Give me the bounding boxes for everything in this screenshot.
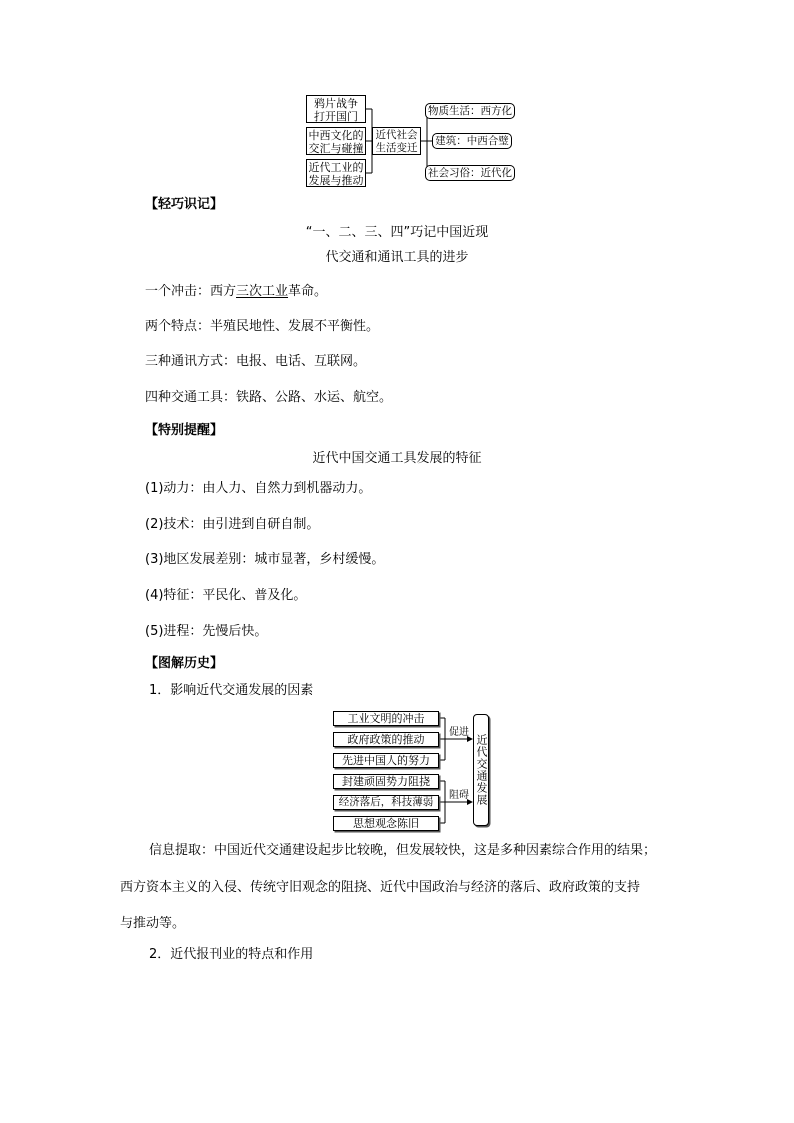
memory-title-line1: “一、二、三、四”巧记中国近现	[305, 225, 489, 240]
reminder-item-5: (5)进程：先慢后快。	[145, 624, 268, 639]
top-left-box-1-text: 鸦片战争 打开国门	[314, 97, 358, 123]
label-promote: 促进	[449, 727, 469, 738]
memory-item-1-suffix: 革命。	[288, 284, 328, 299]
reminder-item-2: (2)技术：由引进到自研自制。	[145, 517, 320, 532]
reminder-title: 近代中国交通工具发展的特征	[312, 451, 482, 466]
factor-box-3	[333, 753, 439, 768]
info-line-1: 信息提取：中国近代交通建设起步比较晚，但发展较快，这是多种因素综合作用的结果；	[149, 843, 657, 858]
factor-box-3-text: 先进中国人的努力	[342, 754, 430, 767]
memory-item-3: 三种通讯方式：电报、电话、互联网。	[145, 354, 367, 369]
factor-box-4-text: 封建顽固势力阻挠	[342, 775, 430, 788]
memory-heading: 【轻巧识记】	[145, 197, 224, 212]
diagram-subheading-2: 2．近代报刊业的特点和作用	[149, 947, 314, 962]
factor-box-1-text: 工业文明的冲击	[347, 712, 425, 725]
factor-box-5-text: 经济落后，科技薄弱	[338, 796, 434, 808]
reminder-item-4: (4)特征：平民化、普及化。	[145, 588, 307, 603]
top-right-box-3-text: 社会习俗：近代化	[428, 167, 512, 179]
memory-item-1-underlined: 三次工业	[236, 284, 289, 299]
memory-item-1-prefix: 一个冲击：西方	[145, 284, 237, 299]
top-center-box-text: 近代社会 生活变迁	[375, 129, 418, 154]
top-right-box-2-text: 建筑：中西合璧	[435, 135, 509, 147]
reminder-item-1: (1)动力：由人力、自然力到机器动力。	[145, 481, 372, 496]
factor-box-4	[333, 774, 439, 789]
memory-item-4: 四种交通工具：铁路、公路、水运、航空。	[145, 390, 393, 405]
factor-box-5	[333, 795, 439, 810]
top-left-box-2-text: 中西文化的 交汇与碰撞	[308, 129, 364, 155]
factor-box-1	[333, 711, 439, 726]
memory-item-2: 两个特点：半殖民地性、发展不平衡性。	[145, 319, 380, 334]
factor-box-2	[333, 732, 439, 747]
top-left-box-3-text: 近代工业的 发展与推动	[308, 161, 364, 187]
factor-box-6	[333, 816, 439, 831]
top-right-box-1-text: 物质生活：西方化	[428, 105, 512, 117]
label-hinder: 阻碍	[449, 790, 469, 801]
factor-box-6-text: 思想观念陈旧	[353, 817, 419, 830]
info-line-3: 与推动等。	[120, 916, 186, 931]
factor-box-2-text: 政府政策的推动	[347, 733, 425, 746]
result-box	[473, 714, 489, 826]
info-line-2: 西方资本主义的入侵、传统守旧观念的阻挠、近代中国政治与经济的落后、政府政策的支持	[120, 880, 641, 895]
memory-title-line2: 代交通和通讯工具的进步	[325, 250, 469, 265]
reminder-heading: 【特别提醒】	[145, 423, 224, 438]
result-box-text: 近代交通发展	[475, 734, 488, 806]
diagram-heading: 【图解历史】	[145, 656, 224, 671]
diagram-subheading-1: 1．影响近代交通发展的因素	[149, 683, 314, 698]
reminder-item-3: (3)地区发展差别：城市显著，乡村缓慢。	[145, 552, 385, 567]
